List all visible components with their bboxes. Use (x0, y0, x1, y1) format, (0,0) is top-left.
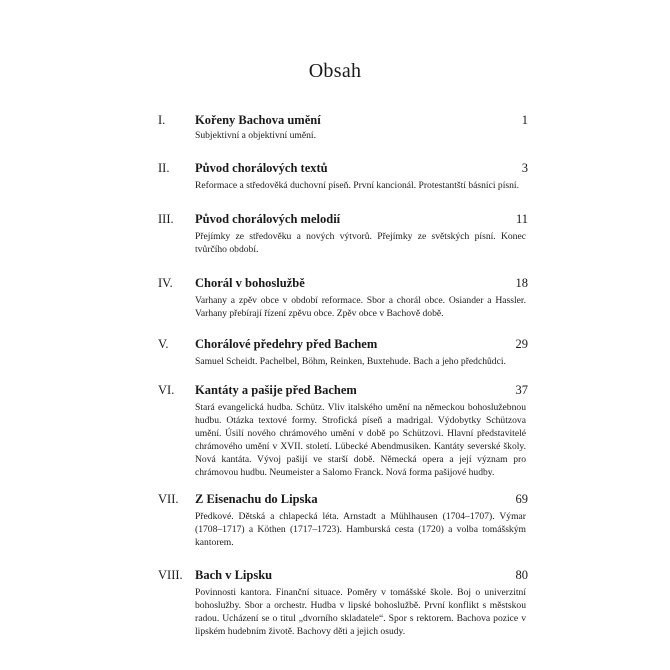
toc-entry-5 (158, 336, 528, 368)
chapter-description: Varhany a zpěv obce v období reformace. Sbor a chorál obce. Osiander a Hassler. Varhany přebírají řízení zpěvu obce. Zpěv obce v Bachově době. (195, 295, 526, 319)
page-number: 11 (515, 212, 528, 226)
toc-entry-2 (158, 160, 528, 192)
chapter-heading: Kantáty a pašije před Bachem (195, 383, 357, 397)
toc-entry-6 (158, 382, 528, 479)
chapter-number: VIII. (158, 568, 183, 582)
chapter-description: Subjektivní a objektivní umění. (195, 130, 316, 141)
page-title: Obsah (308, 60, 362, 82)
table-of-contents (158, 112, 528, 638)
chapter-number: VII. (158, 492, 179, 506)
chapter-description: Povinnosti kantora. Finanční situace. Poměry v tomášské škole. Boj o univerzitní bohoslužby. Sbor a orchestr. Hudba v lipské bohoslužbě. První konflikt s městskou radou. Ucházení se o titul „dvorního skladatele“. Spor s rektorem. Bachova pozice v lipském hudebním životě. Bachovy děti a jejich osudy. (195, 587, 526, 637)
chapter-number: VI. (158, 383, 175, 397)
chapter-heading: Kořeny Bachova umění (195, 113, 321, 127)
chapter-heading: Původ chorálových textů (195, 161, 328, 175)
toc-entry-4 (158, 275, 528, 320)
toc-entry-7 (158, 491, 528, 549)
chapter-number: V. (158, 337, 169, 351)
toc-entry-8 (158, 567, 528, 638)
page-number: 1 (521, 113, 528, 127)
page-number: 18 (515, 276, 528, 290)
page-number: 29 (515, 337, 528, 351)
chapter-heading: Chorál v bohoslužbě (195, 276, 305, 290)
page-number: 37 (515, 383, 528, 397)
chapter-number: III. (158, 212, 174, 226)
toc-entry-1 (158, 112, 528, 142)
chapter-heading: Z Eisenachu do Lipska (195, 492, 318, 506)
page-number: 3 (521, 161, 528, 175)
page-number: 69 (515, 492, 528, 506)
toc-entry-3 (158, 211, 528, 256)
page-number: 80 (515, 568, 528, 582)
chapter-description: Stará evangelická hudba. Schütz. Vliv italského umění na německou bohoslužebnou hudbu. Otázka textové formy. Strofická píseň a madrigal. Výdobytky Schützova umění. Úsilí nového chrámového umění v době po Schützovi. Hlavní představitelé chrámového umění v XVII. století. Lübecké Abendmusiken. Kantáty severské školy. Nová kantáta. Vývoj pašijí ve starší době. Německá opera a její význam pro chrámovou hudbu. Neumeister a Salomo Franck. Nová forma pašijové hudby. (195, 402, 526, 478)
chapter-heading: Chorálové předehry před Bachem (195, 337, 378, 351)
chapter-number: I. (158, 113, 166, 127)
chapter-number: IV. (158, 276, 173, 290)
chapter-description: Přejímky ze středověku a nových výtvorů. Přejímky ze světských písní. Konec tvůrčího období. (195, 231, 526, 255)
chapter-description: Samuel Scheidt. Pachelbel, Böhm, Reinken, Buxtehude. Bach a jeho předchůdci. (195, 356, 506, 367)
chapter-description: Reformace a středověká duchovní píseň. První kancionál. Protestantští básníci písní. (195, 180, 519, 191)
chapter-heading: Bach v Lipsku (195, 568, 273, 582)
chapter-description: Předkové. Dětská a chlapecká léta. Arnstadt a Mühlhausen (1704–1707). Výmar (1708–1717) a Köthen (1717–1723). Hamburská cesta (1720) a volba tomášským kantorem. (195, 511, 526, 548)
chapter-number: II. (158, 161, 170, 175)
chapter-heading: Původ chorálových melodií (195, 212, 341, 226)
